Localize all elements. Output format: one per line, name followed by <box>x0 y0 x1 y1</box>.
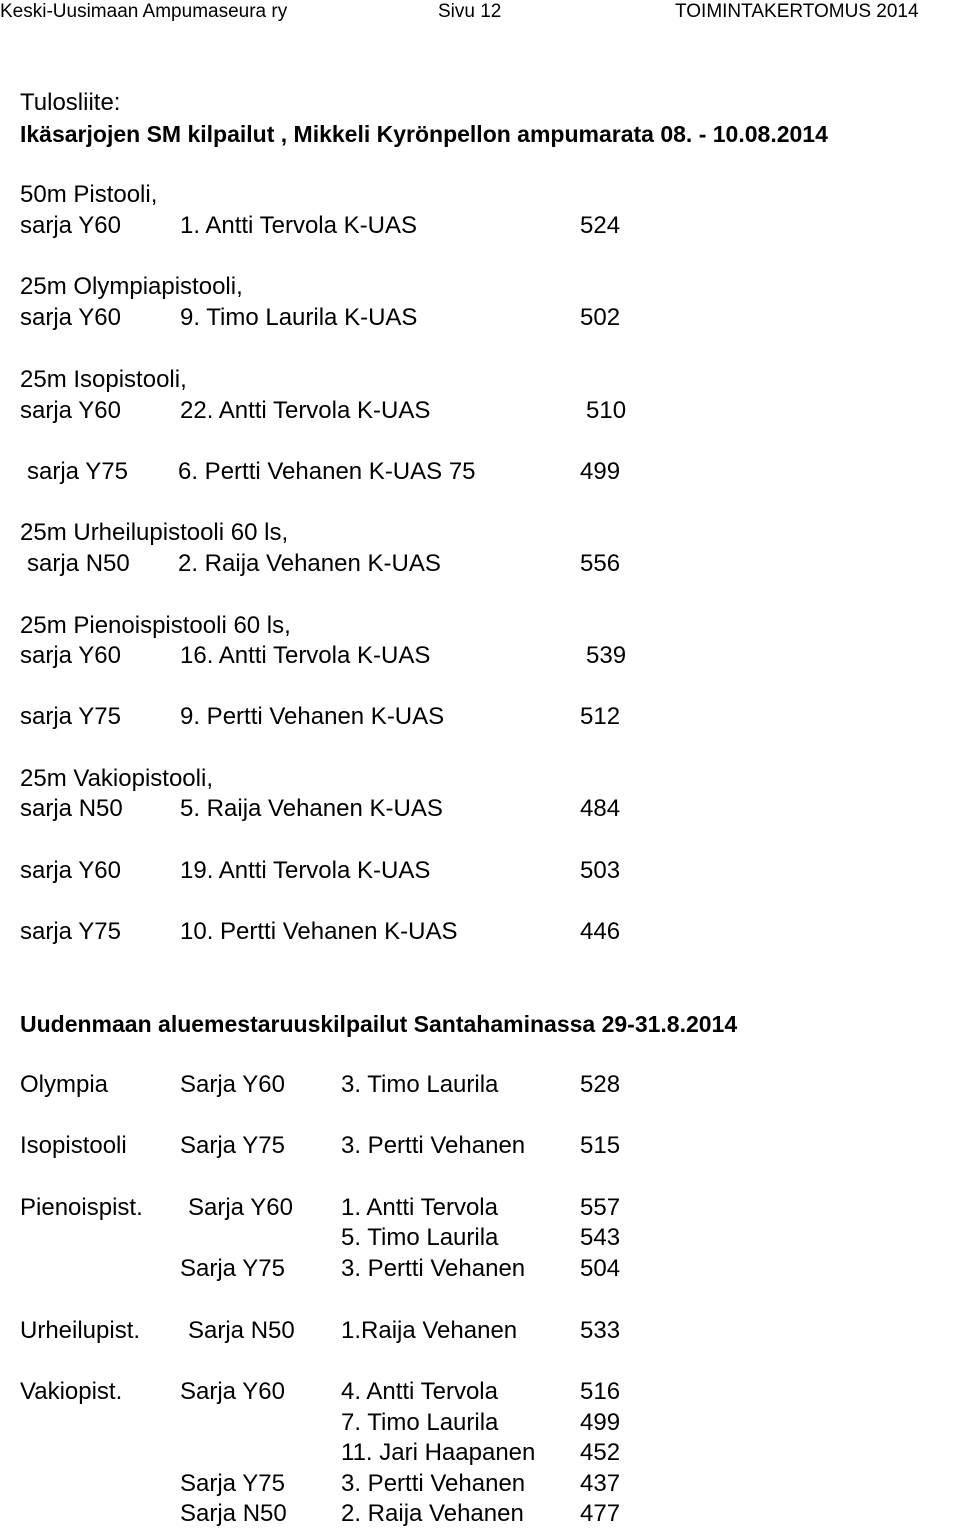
score-value: 502 <box>580 304 621 331</box>
result-entry: 9. Timo Laurila K-UAS <box>180 304 418 331</box>
series-label: sarja Y60 <box>20 857 121 884</box>
score-value: 524 <box>580 212 621 239</box>
series-label: sarja Y60 <box>20 304 121 331</box>
series-label: Sarja Y75 <box>180 1255 285 1282</box>
series-label: Sarja N50 <box>180 1500 287 1527</box>
score-value: 516 <box>580 1378 621 1405</box>
result-entry: 19. Antti Tervola K-UAS <box>180 857 431 884</box>
series-label: sarja Y75 <box>27 458 128 485</box>
result-entry: 2. Raija Vehanen <box>341 1500 524 1527</box>
event-name: 25m Vakiopistooli, <box>20 765 213 792</box>
series-label: sarja Y60 <box>20 642 121 669</box>
score-value: 452 <box>580 1439 621 1466</box>
event-name: 25m Olympiapistooli, <box>20 273 243 300</box>
score-value: 533 <box>580 1317 621 1344</box>
series-label: Sarja Y60 <box>180 1378 285 1405</box>
event-name: Vakiopist. <box>20 1378 123 1405</box>
score-value: 528 <box>580 1071 621 1098</box>
regional-competition-title: Uudenmaan aluemestaruuskilpailut Santahaminassa 29-31.8.2014 <box>20 1011 738 1037</box>
attachment-label: Tulosliite: <box>20 89 121 116</box>
header-report-title: TOIMINTAKERTOMUS 2014 <box>675 1 919 22</box>
score-value: 477 <box>580 1500 621 1527</box>
score-value: 510 <box>586 397 627 424</box>
score-value: 512 <box>580 703 621 730</box>
result-entry: 7. Timo Laurila <box>341 1409 499 1436</box>
score-value: 437 <box>580 1470 621 1497</box>
score-value: 515 <box>580 1132 621 1159</box>
series-label: sarja Y60 <box>20 212 121 239</box>
score-value: 484 <box>580 795 621 822</box>
result-entry: 1. Antti Tervola <box>341 1194 498 1221</box>
result-entry: 1.Raija Vehanen <box>341 1317 518 1344</box>
series-label: sarja Y75 <box>20 703 121 730</box>
result-entry: 10. Pertti Vehanen K-UAS <box>180 918 458 945</box>
event-name: Olympia <box>20 1071 109 1098</box>
result-entry: 3. Pertti Vehanen <box>341 1255 526 1282</box>
result-entry: 5. Raija Vehanen K-UAS <box>180 795 443 822</box>
result-entry: 4. Antti Tervola <box>341 1378 498 1405</box>
event-name: Pienoispist. <box>20 1194 143 1221</box>
event-name: 25m Isopistooli, <box>20 366 187 393</box>
series-label: sarja Y60 <box>20 397 121 424</box>
result-entry: 3. Pertti Vehanen <box>341 1470 526 1497</box>
header-org: Keski-Uusimaan Ampumaseura ry <box>0 1 288 22</box>
result-entry: 3. Timo Laurila <box>341 1071 499 1098</box>
series-label: sarja Y75 <box>20 918 121 945</box>
score-value: 503 <box>580 857 621 884</box>
event-name: 25m Pienoispistooli 60 ls, <box>20 612 291 639</box>
series-label: sarja N50 <box>27 550 130 577</box>
result-entry: 11. Jari Haapanen <box>341 1439 536 1466</box>
event-name: 25m Urheilupistooli 60 ls, <box>20 519 289 546</box>
result-entry: 6. Pertti Vehanen K-UAS 75 <box>178 458 476 485</box>
score-value: 499 <box>580 458 621 485</box>
series-label: Sarja Y60 <box>180 1071 285 1098</box>
series-label: Sarja Y75 <box>180 1132 285 1159</box>
series-label: sarja N50 <box>20 795 123 822</box>
score-value: 504 <box>580 1255 621 1282</box>
score-value: 539 <box>586 642 627 669</box>
series-label: Sarja Y75 <box>180 1470 285 1497</box>
score-value: 499 <box>580 1409 621 1436</box>
series-label: Sarja Y60 <box>188 1194 293 1221</box>
event-name: Urheilupist. <box>20 1317 141 1344</box>
result-entry: 22. Antti Tervola K-UAS <box>180 397 431 424</box>
result-entry: 3. Pertti Vehanen <box>341 1132 526 1159</box>
result-entry: 2. Raija Vehanen K-UAS <box>178 550 441 577</box>
header-page-number: Sivu 12 <box>438 1 502 22</box>
result-entry: 1. Antti Tervola K-UAS <box>180 212 417 239</box>
event-name: 50m Pistooli, <box>20 181 158 208</box>
result-entry: 5. Timo Laurila <box>341 1224 499 1251</box>
series-label: Sarja N50 <box>188 1317 295 1344</box>
result-entry: 16. Antti Tervola K-UAS <box>180 642 431 669</box>
result-entry: 9. Pertti Vehanen K-UAS <box>180 703 445 730</box>
sm-competition-title: Ikäsarjojen SM kilpailut , Mikkeli Kyrönpellon ampumarata 08. - 10.08.2014 <box>20 121 828 147</box>
score-value: 557 <box>580 1194 621 1221</box>
event-name: Isopistooli <box>20 1132 127 1159</box>
score-value: 556 <box>580 550 621 577</box>
score-value: 446 <box>580 918 621 945</box>
score-value: 543 <box>580 1224 621 1251</box>
